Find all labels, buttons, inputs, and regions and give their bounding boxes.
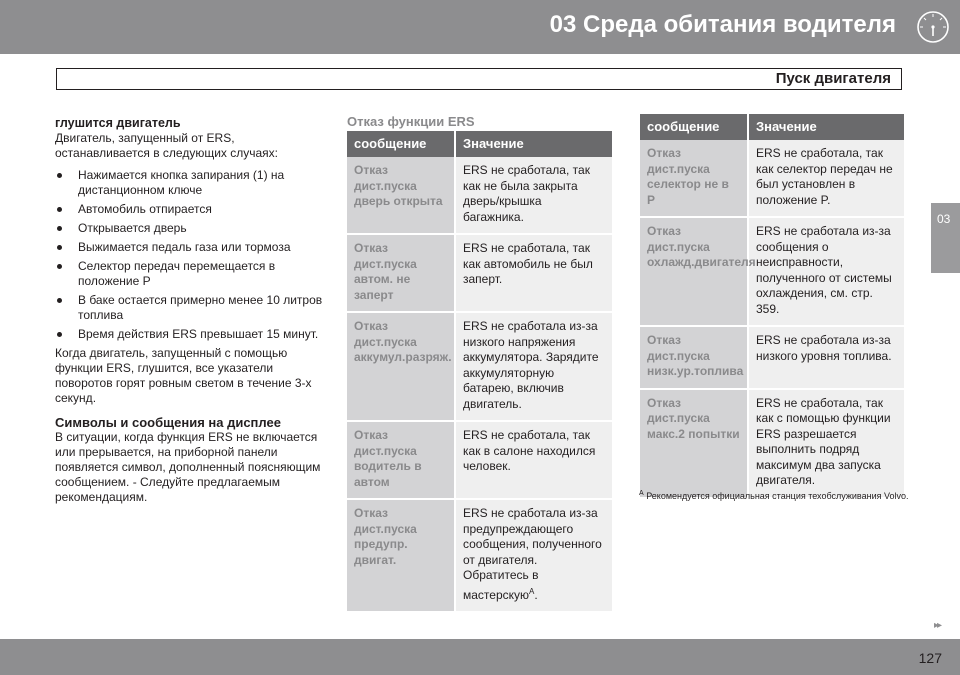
intro-paragraph: Двигатель, запущенный от ERS, останавливается в следующих случаях: <box>55 131 278 160</box>
bullet-icon <box>57 226 62 231</box>
column-header-message: сообщение <box>640 114 748 140</box>
meaning-cell: ERS не сработала из-за предупреждающего сообщения, полученного от двигателя. Обратитесь в мастерскую$^A$. <box>455 499 612 612</box>
table-row <box>347 157 612 234</box>
bullet-icon <box>57 332 62 337</box>
message-cell: Отказ дист.пуска аккумул.разряж. <box>347 312 455 421</box>
heading-display-messages: Символы и сообщения на дисплее <box>55 415 281 430</box>
table-row <box>640 217 904 326</box>
footnote <box>639 488 909 502</box>
list-item: Селектор передач перемещается в положение P <box>55 259 325 289</box>
message-cell: Отказ дист.пуска охлажд.двигателя <box>640 217 748 326</box>
meaning-cell: ERS не сработала из-за сообщения о неисправности, полученного от системы охлаждения, см. стр. 359. <box>748 217 904 326</box>
footnote-marker: A <box>639 490 644 497</box>
column-header-meaning: Значение <box>748 114 904 140</box>
turn-signals-paragraph: Когда двигатель, запущенный с помощью функции ERS, глушится, все указатели поворотов горят ровным светом в течение 3-х секунд. <box>55 346 312 405</box>
display-paragraph: В ситуации, когда функция ERS не включается или прерывается, на приборной панели появляется символ, дополненный поясняющим сообщением. - Следуйте предлагаемым рекомендациям. <box>55 430 321 504</box>
heading-engine-stop: глушится двигатель <box>55 116 181 130</box>
table-row <box>347 312 612 421</box>
section-title: Пуск двигателя <box>775 70 891 87</box>
bullet-icon <box>57 245 62 250</box>
list-item: Нажимается кнопка запирания (1) на дистанционном ключе <box>55 168 325 198</box>
bullet-icon <box>57 173 62 178</box>
meaning-cell: ERS не сработала из-за низкого напряжения аккумулятора. Зарядите аккумуляторную батарею, включив двигатель. <box>455 312 612 421</box>
table-row <box>347 234 612 312</box>
footnote-text: Рекомендуется официальная станция техобслуживания Volvo. <box>646 491 909 501</box>
message-cell: Отказ дист.пуска предупр. двигат. <box>347 499 455 612</box>
list-item: Автомобиль отпирается <box>55 202 325 217</box>
column-header-meaning: Значение <box>455 131 612 157</box>
table-row <box>640 140 904 217</box>
meaning-cell: ERS не сработала, так как селектор передач не был установлен в положение P. <box>748 140 904 217</box>
page-number: 127 <box>918 650 942 666</box>
message-cell: Отказ дист.пуска автом. не заперт <box>347 234 455 312</box>
list-item: В баке остается примерно менее 10 литров топлива <box>55 293 325 323</box>
meaning-cell: ERS не сработала из-за низкого уровня топлива. <box>748 326 904 389</box>
column-header-message: сообщение <box>347 131 455 157</box>
meaning-cell: ERS не сработала, так как автомобиль не был заперт. <box>455 234 612 312</box>
message-cell: Отказ дист.пуска дверь открыта <box>347 157 455 234</box>
section-title-bar <box>56 68 902 90</box>
message-cell: Отказ дист.пуска низк.ур.топлива <box>640 326 748 389</box>
meaning-cell: ERS не сработала, так как не была закрыта дверь/крышка багажника. <box>455 157 612 234</box>
table-row <box>640 326 904 389</box>
list-item: Выжимается педаль газа или тормоза <box>55 240 325 255</box>
bullet-icon <box>57 264 62 269</box>
page-header <box>0 0 960 54</box>
table-row <box>347 499 612 612</box>
message-cell: Отказ дист.пуска селектор не в P <box>640 140 748 217</box>
stop-conditions-list <box>55 168 325 342</box>
bullet-icon <box>57 298 62 303</box>
table-caption: Отказ функции ERS <box>347 114 475 129</box>
chapter-title: 03 Среда обитания водителя <box>549 11 896 38</box>
list-item: Открывается дверь <box>55 221 325 236</box>
message-cell: Отказ дист.пуска макс.2 попытки <box>640 389 748 498</box>
bullet-icon <box>57 207 62 212</box>
meaning-cell: ERS не сработала, так как с помощью функции ERS разрешается выполнить подряд максимум два запуска двигателя. <box>748 389 904 498</box>
message-cell: Отказ дист.пуска водитель в автом <box>347 421 455 499</box>
double-arrow-right-icon[interactable]: ▸▸ <box>933 620 940 631</box>
meaning-cell: ERS не сработала, так как в салоне находился человек. <box>455 421 612 499</box>
list-item: Время действия ERS превышает 15 минут. <box>55 327 325 342</box>
table-row <box>347 421 612 499</box>
ers-failure-table-2 <box>640 114 904 499</box>
chapter-tab[interactable]: 03 <box>931 203 960 273</box>
left-text-column <box>55 116 325 505</box>
page-footer <box>0 639 960 675</box>
gauge-icon <box>906 0 960 54</box>
footnote-marker: A <box>529 586 535 596</box>
ers-failure-table-1 <box>347 131 612 613</box>
table-row <box>640 389 904 498</box>
